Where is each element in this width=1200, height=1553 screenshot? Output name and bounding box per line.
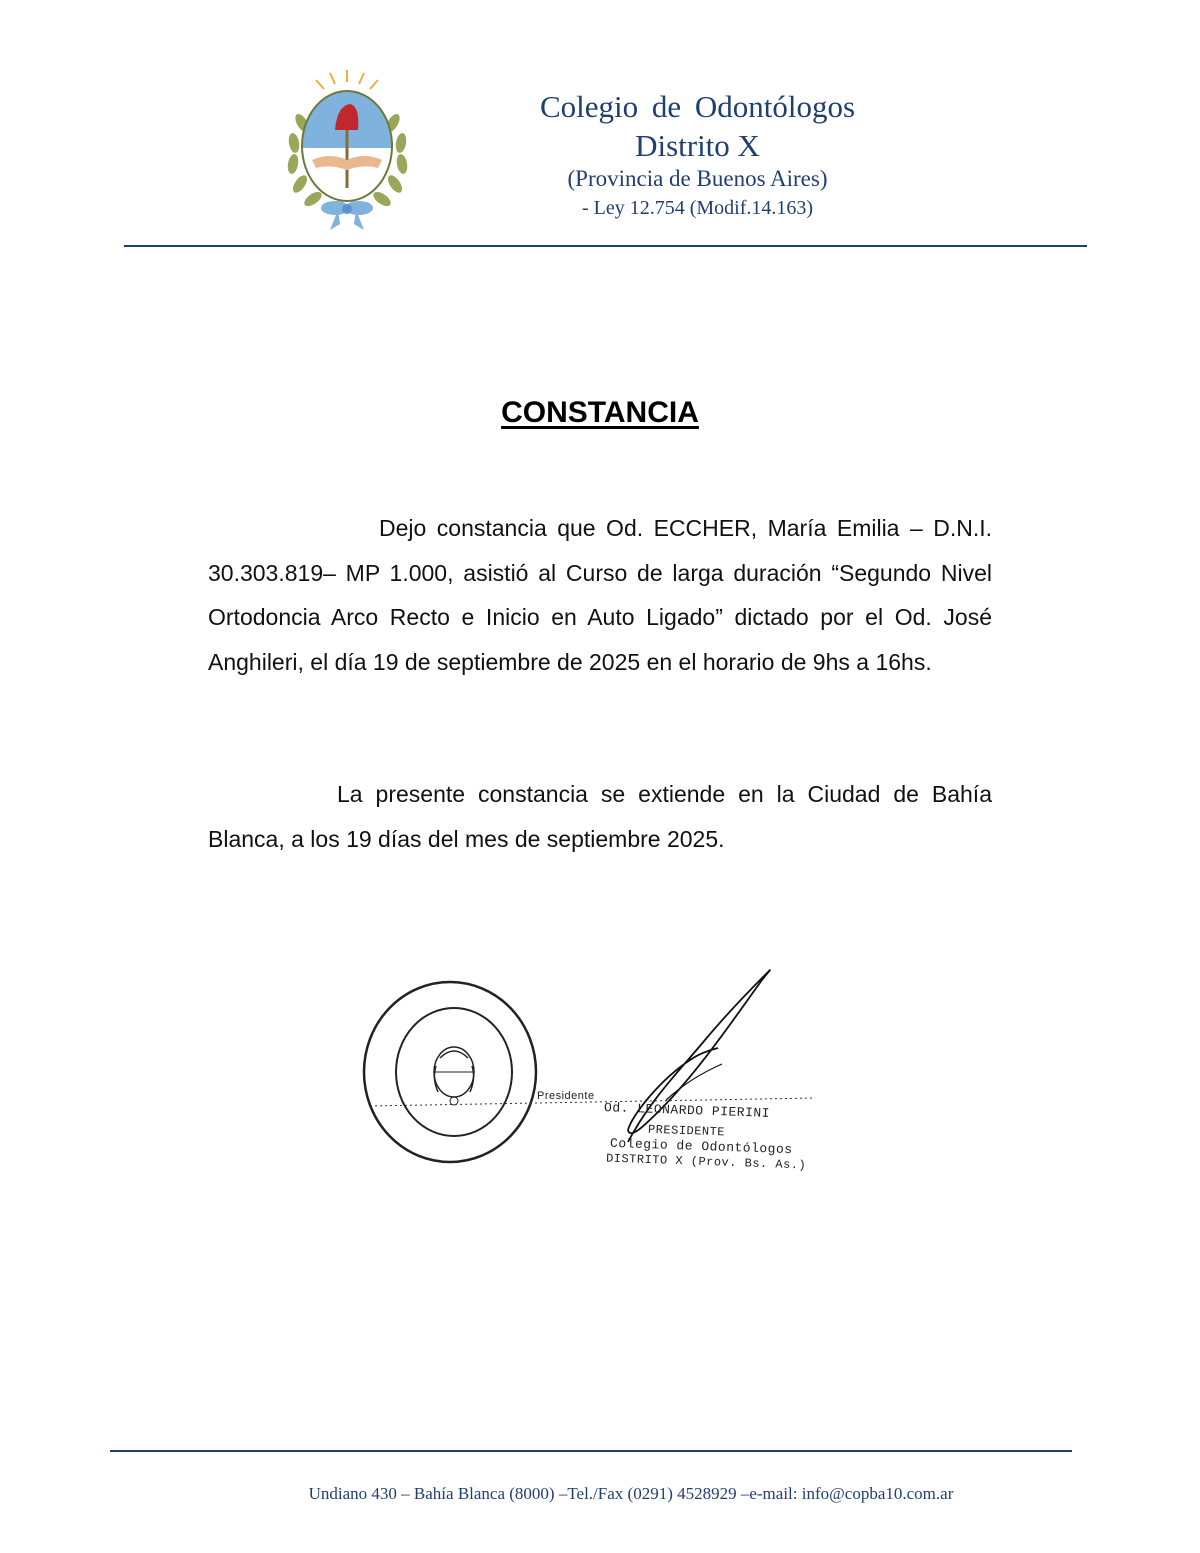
institution-name: Colegio de Odontólogos [539,89,856,124]
seal-and-signature [360,960,830,1210]
document-title: CONSTANCIA [501,396,699,429]
footer-divider [110,1450,1072,1452]
signatory-district: DISTRITO X (Prov. Bs. As.) [605,1151,807,1173]
institution-province: (Provincia de Buenos Aires) [567,166,828,191]
signatory-role: PRESIDENTE [647,1122,726,1140]
coat-of-arms-logo [280,68,415,233]
official-seal-icon [364,982,536,1162]
body-paragraph-attendance: Dejo constancia que Od. ECCHER, María Emilia – D.N.I. 30.303.819– MP 1.000, asistió al Curso de larga duración “Segundo Nivel Ortodoncia Arco Recto e Inicio en Auto Ligado” dictado por el Od. José Anghileri, el día 19 de septiembre de 2025 en el horario de 9hs a 16hs. [208,515,992,675]
ribbon-icon [321,201,373,230]
sun-rays-icon [316,70,378,89]
header-divider [124,245,1087,247]
signatory-name: Od. LEONARDO PIERINI [603,1100,771,1121]
body-paragraph-issuance: La presente constancia se extiende en la Ciudad de Bahía Blanca, a los 19 días del mes de septiembre 2025. [208,781,992,852]
signatory-organization: Colegio de Odontólogos [609,1135,793,1158]
footer-contact: Undiano 430 – Bahía Blanca (8000) –Tel./Fax (0291) 4528929 –e-mail: info@copba10.com.ar [308,1484,954,1503]
institution-law: - Ley 12.754 (Modif.14.163) [581,197,814,219]
signature-role-prefix: Presidente [537,1090,595,1102]
institution-district: Distrito X [635,128,760,163]
